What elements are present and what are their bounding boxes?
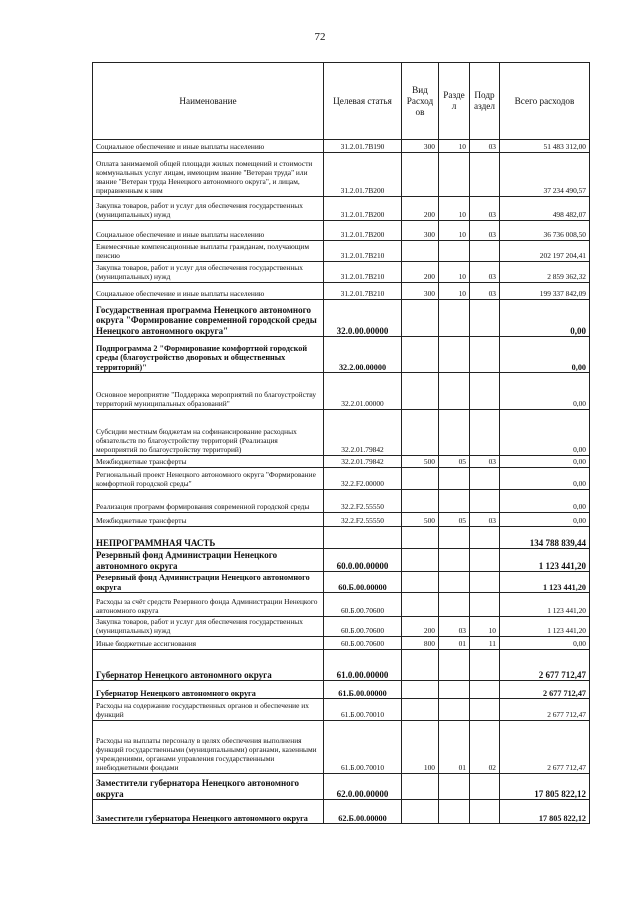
row-name: Социальное обеспечение и иные выплаты населению <box>93 283 324 300</box>
row-subsection <box>470 800 500 824</box>
row-target-article: 60.0.00.00000 <box>324 549 402 572</box>
table-row <box>93 241 590 262</box>
row-total: 0,00 <box>500 490 590 513</box>
row-target-article: 62.0.00.00000 <box>324 774 402 800</box>
row-name: Резервный фонд Администрации Ненецкого автономного округа <box>93 549 324 572</box>
row-section <box>439 549 470 572</box>
table-row <box>93 774 590 800</box>
row-total: 0,00 <box>500 468 590 490</box>
row-name: Социальное обеспечение и иные выплаты населению <box>93 221 324 241</box>
row-total: 0,00 <box>500 513 590 527</box>
row-subsection <box>470 593 500 617</box>
row-expense-type <box>402 699 439 721</box>
row-target-article: 60.Б.00.70600 <box>324 637 402 650</box>
row-name: Оплата занимаемой общей площади жилых помещений и стоимости коммунальных услуг лицам, имеющим звание "Ветеран труда" или звание "Ветеран труда Ненецкого автономного округа", и лицам, приравненным к ним <box>93 153 324 197</box>
row-subsection <box>470 549 500 572</box>
budget-table <box>92 62 590 824</box>
row-name: Иные бюджетные ассигнования <box>93 637 324 650</box>
table-row <box>93 283 590 300</box>
row-subsection: 03 <box>470 140 500 153</box>
table-row <box>93 410 590 456</box>
row-name: Закупка товаров, работ и услуг для обеспечения государственных (муниципальных) нужд <box>93 197 324 221</box>
row-subsection <box>470 699 500 721</box>
table-row <box>93 572 590 593</box>
row-section: 10 <box>439 262 470 283</box>
row-total: 2 677 712,47 <box>500 650 590 681</box>
page-number: 72 <box>314 31 326 43</box>
row-target-article: 31.2.01.7В200 <box>324 153 402 197</box>
header-name: Наименование <box>93 63 324 140</box>
row-subsection <box>470 774 500 800</box>
row-section <box>439 572 470 593</box>
row-total: 1 123 441,20 <box>500 593 590 617</box>
row-section <box>439 337 470 373</box>
row-total: 0,00 <box>500 410 590 456</box>
row-expense-type <box>402 681 439 699</box>
row-expense-type: 200 <box>402 262 439 283</box>
row-total: 17 805 822,12 <box>500 774 590 800</box>
row-name: Региональный проект Ненецкого автономного округа "Формирование комфортной городской среды" <box>93 468 324 490</box>
row-expense-type: 100 <box>402 721 439 774</box>
row-expense-type: 500 <box>402 456 439 468</box>
row-expense-type <box>402 410 439 456</box>
row-total: 0,00 <box>500 337 590 373</box>
table-row <box>93 800 590 824</box>
row-section <box>439 593 470 617</box>
row-section <box>439 490 470 513</box>
row-section <box>439 300 470 337</box>
row-total: 2 677 712,47 <box>500 721 590 774</box>
row-section: 03 <box>439 617 470 637</box>
table-row <box>93 300 590 337</box>
row-target-article <box>324 527 402 549</box>
row-total: 2 677 712,47 <box>500 681 590 699</box>
row-target-article: 32.2.01.00000 <box>324 373 402 410</box>
row-name: Заместители губернатора Ненецкого автономного округа <box>93 800 324 824</box>
row-name: Губернатор Ненецкого автономного округа <box>93 681 324 699</box>
table-row <box>93 617 590 637</box>
row-total: 199 337 842,09 <box>500 283 590 300</box>
row-expense-type: 300 <box>402 283 439 300</box>
row-target-article: 32.2.F2.55550 <box>324 490 402 513</box>
row-name: Реализация программ формирования современной городской среды <box>93 490 324 513</box>
row-target-article: 61.Б.00.70010 <box>324 721 402 774</box>
row-name: Заместители губернатора Ненецкого автономного округа <box>93 774 324 800</box>
row-section: 05 <box>439 456 470 468</box>
row-total: 2 859 362,32 <box>500 262 590 283</box>
row-total: 1 123 441,20 <box>500 617 590 637</box>
row-target-article: 61.0.00.00000 <box>324 650 402 681</box>
row-subsection <box>470 241 500 262</box>
row-section <box>439 774 470 800</box>
row-section <box>439 681 470 699</box>
table-row <box>93 337 590 373</box>
row-subsection <box>470 153 500 197</box>
row-expense-type <box>402 774 439 800</box>
row-section: 10 <box>439 283 470 300</box>
row-name: НЕПРОГРАММНАЯ ЧАСТЬ <box>93 527 324 549</box>
row-name: Губернатор Ненецкого автономного округа <box>93 650 324 681</box>
table-row <box>93 593 590 617</box>
row-name: Расходы на выплаты персоналу в целях обеспечения выполнения функций государственными (муниципальными) органами, казенными учреждениями, органами управления государственными внебюджетными фондами <box>93 721 324 774</box>
table-body <box>93 140 590 824</box>
row-subsection: 03 <box>470 513 500 527</box>
row-target-article: 31.2.01.7В200 <box>324 221 402 241</box>
row-expense-type: 200 <box>402 197 439 221</box>
table-row <box>93 221 590 241</box>
row-target-article: 32.2.F2.00000 <box>324 468 402 490</box>
row-target-article: 31.2.01.7В210 <box>324 262 402 283</box>
row-subsection: 11 <box>470 637 500 650</box>
row-section: 10 <box>439 197 470 221</box>
row-name: Расходы за счёт средств Резервного фонда Администрации Ненецкого автономного округа <box>93 593 324 617</box>
table-row <box>93 650 590 681</box>
table-row <box>93 527 590 549</box>
row-total: 2 677 712,47 <box>500 699 590 721</box>
row-expense-type <box>402 572 439 593</box>
header-subsection: Подр аздел <box>470 63 500 140</box>
row-target-article: 60.Б.00.70600 <box>324 593 402 617</box>
row-name: Государственная программа Ненецкого автономного округа "Формирование современной городской среды Ненецкого автономного округа" <box>93 300 324 337</box>
row-total: 0,00 <box>500 373 590 410</box>
row-total: 51 483 312,00 <box>500 140 590 153</box>
row-section <box>439 800 470 824</box>
row-expense-type <box>402 153 439 197</box>
table-row <box>93 262 590 283</box>
row-name: Субсидии местным бюджетам на софинансирование расходных обязательств по благоустройству территорий (Реализация мероприятий по благоустройству территорий) <box>93 410 324 456</box>
row-subsection <box>470 337 500 373</box>
row-expense-type: 800 <box>402 637 439 650</box>
row-target-article: 31.2.01.7В210 <box>324 283 402 300</box>
row-expense-type <box>402 490 439 513</box>
row-expense-type <box>402 468 439 490</box>
table-row <box>93 721 590 774</box>
row-total: 202 197 204,41 <box>500 241 590 262</box>
row-target-article: 32.2.01.79842 <box>324 456 402 468</box>
row-name: Межбюджетные трансферты <box>93 513 324 527</box>
row-target-article: 32.2.00.00000 <box>324 337 402 373</box>
header-target-article: Целевая статья <box>324 63 402 140</box>
row-target-article: 32.0.00.00000 <box>324 300 402 337</box>
row-subsection: 03 <box>470 197 500 221</box>
row-subsection <box>470 527 500 549</box>
row-section <box>439 373 470 410</box>
row-subsection <box>470 300 500 337</box>
row-target-article: 31.2.01.7В210 <box>324 241 402 262</box>
row-section: 10 <box>439 140 470 153</box>
row-name: Ежемесячные компенсационные выплаты гражданам, получающим пенсию <box>93 241 324 262</box>
row-total: 0,00 <box>500 300 590 337</box>
row-expense-type <box>402 593 439 617</box>
row-section <box>439 527 470 549</box>
row-subsection <box>470 410 500 456</box>
row-total: 17 805 822,12 <box>500 800 590 824</box>
row-expense-type <box>402 650 439 681</box>
row-section <box>439 468 470 490</box>
table-row <box>93 549 590 572</box>
row-total: 1 123 441,20 <box>500 572 590 593</box>
row-target-article: 60.Б.00.70600 <box>324 617 402 637</box>
row-section: 05 <box>439 513 470 527</box>
row-section <box>439 699 470 721</box>
row-name: Закупка товаров, работ и услуг для обеспечения государственных (муниципальных) нужд <box>93 617 324 637</box>
header-section: Разде л <box>439 63 470 140</box>
row-subsection <box>470 681 500 699</box>
row-expense-type <box>402 241 439 262</box>
row-expense-type: 200 <box>402 617 439 637</box>
row-total: 1 123 441,20 <box>500 549 590 572</box>
row-name: Закупка товаров, работ и услуг для обеспечения государственных (муниципальных) нужд <box>93 262 324 283</box>
header-total-expenses: Всего расходов <box>500 63 590 140</box>
table-row <box>93 699 590 721</box>
row-target-article: 32.2.F2.55550 <box>324 513 402 527</box>
row-section <box>439 410 470 456</box>
table-row <box>93 681 590 699</box>
row-name: Подпрограмма 2 "Формирование комфортной городской среды (благоустройство дворовых и общественных территорий)" <box>93 337 324 373</box>
row-subsection <box>470 373 500 410</box>
row-expense-type <box>402 337 439 373</box>
row-expense-type: 300 <box>402 140 439 153</box>
table-row <box>93 468 590 490</box>
row-target-article: 61.Б.00.00000 <box>324 681 402 699</box>
row-target-article: 31.2.01.7В200 <box>324 197 402 221</box>
row-name: Основное мероприятие "Поддержка мероприятий по благоустройству территорий муниципальных образований" <box>93 373 324 410</box>
row-subsection: 02 <box>470 721 500 774</box>
row-section: 01 <box>439 637 470 650</box>
row-target-article: 62.Б.00.00000 <box>324 800 402 824</box>
table-row <box>93 153 590 197</box>
row-expense-type <box>402 800 439 824</box>
row-subsection <box>470 572 500 593</box>
row-subsection: 03 <box>470 456 500 468</box>
row-expense-type: 500 <box>402 513 439 527</box>
row-subsection: 03 <box>470 262 500 283</box>
row-total: 36 736 008,50 <box>500 221 590 241</box>
row-target-article: 31.2.01.7В190 <box>324 140 402 153</box>
row-target-article: 32.2.01.79842 <box>324 410 402 456</box>
row-name: Резервный фонд Администрации Ненецкого автономного округа <box>93 572 324 593</box>
table-row <box>93 513 590 527</box>
row-name: Социальное обеспечение и иные выплаты населению <box>93 140 324 153</box>
table-row <box>93 637 590 650</box>
table-header-row <box>93 63 590 140</box>
table-row <box>93 197 590 221</box>
row-subsection <box>470 468 500 490</box>
row-expense-type <box>402 527 439 549</box>
row-name: Межбюджетные трансферты <box>93 456 324 468</box>
row-expense-type <box>402 300 439 337</box>
table-row <box>93 373 590 410</box>
row-subsection: 10 <box>470 617 500 637</box>
row-total: 498 482,07 <box>500 197 590 221</box>
row-target-article: 61.Б.00.70010 <box>324 699 402 721</box>
header-expense-type: Вид Расход ов <box>402 63 439 140</box>
row-subsection <box>470 650 500 681</box>
row-section: 01 <box>439 721 470 774</box>
row-section <box>439 650 470 681</box>
row-total: 134 788 839,44 <box>500 527 590 549</box>
row-name: Расходы на содержание государственных органов и обеспечение их функций <box>93 699 324 721</box>
row-subsection: 03 <box>470 283 500 300</box>
table-row <box>93 140 590 153</box>
row-total: 37 234 490,57 <box>500 153 590 197</box>
row-total: 0,00 <box>500 456 590 468</box>
row-expense-type <box>402 549 439 572</box>
row-subsection: 03 <box>470 221 500 241</box>
row-subsection <box>470 490 500 513</box>
row-expense-type: 300 <box>402 221 439 241</box>
row-section <box>439 241 470 262</box>
row-total: 0,00 <box>500 637 590 650</box>
row-section <box>439 153 470 197</box>
row-expense-type <box>402 373 439 410</box>
table-row <box>93 456 590 468</box>
row-section: 10 <box>439 221 470 241</box>
row-target-article: 60.Б.00.00000 <box>324 572 402 593</box>
table-row <box>93 490 590 513</box>
